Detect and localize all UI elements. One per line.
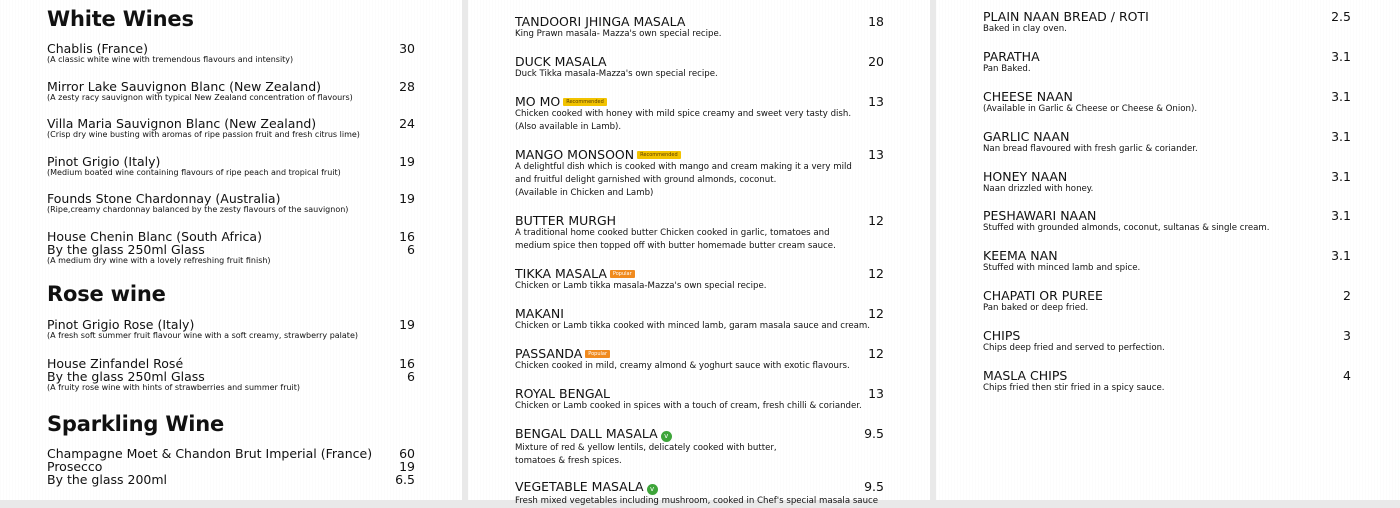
side-name: PESHAWARI NAAN [983, 208, 1097, 223]
wine-price: 30 [399, 41, 415, 56]
side-item [983, 369, 1164, 395]
side-price: 2.5 [1331, 9, 1351, 24]
side-price: 3.1 [1331, 248, 1351, 263]
side-name: HONEY NAAN [983, 169, 1068, 184]
dish-description: (Also available in Lamb). [515, 122, 622, 132]
side-name: GARLIC NAAN [983, 129, 1070, 144]
dish-name [515, 267, 766, 280]
dish-price: 13 [868, 386, 884, 401]
wine-description: (Medium boated wine containing flavours of ripe peach and tropical fruit) [47, 168, 341, 177]
dish-name-text: TIKKA MASALA [515, 266, 607, 281]
dish-name: ROYAL BENGAL [515, 386, 611, 401]
wine-name: Prosecco [47, 459, 103, 474]
side-name: CHIPS [983, 328, 1021, 343]
side-description: Naan drizzled with honey. [983, 184, 1094, 194]
dish-name [515, 427, 777, 442]
dish-item [515, 148, 852, 200]
wine-name: Pinot Grigio (Italy) [47, 154, 161, 169]
wine-name: House Chenin Blanc (South Africa) [47, 229, 262, 244]
side-price: 3.1 [1331, 89, 1351, 104]
wine-description: (Ripe,creamy chardonnay balanced by the zesty flavours of the sauvignon) [47, 205, 349, 214]
side-item [983, 209, 1270, 235]
side-item [983, 130, 1198, 156]
side-name: CHAPATI OR PUREE [983, 288, 1103, 303]
wine-item [47, 155, 341, 178]
wine-item [47, 117, 360, 140]
dish-name-text: MO MO [515, 94, 561, 109]
wine-price: 60 [399, 446, 415, 461]
wine-name: By the glass 200ml [47, 472, 168, 487]
side-price: 3 [1343, 328, 1351, 343]
side-description: Stuffed with minced lamb and spice. [983, 263, 1141, 273]
dish-name: BUTTER MURGH [515, 213, 617, 228]
vegetarian-icon: v [661, 431, 672, 442]
side-description: Stuffed with grounded almonds, coconut, sultanas & single cream. [983, 223, 1270, 233]
dish-price: 20 [868, 54, 884, 69]
dish-item [515, 387, 862, 413]
side-item [983, 170, 1093, 196]
breads-sides-menu-panel [936, 0, 1400, 500]
side-price: 3.1 [1331, 49, 1351, 64]
dish-item [515, 55, 718, 81]
dish-description: A delightful dish which is cooked with mango and cream making it a very mild [515, 162, 852, 172]
dish-description: Chicken cooked with honey with mild spice creamy and sweet very tasty dish. [515, 109, 852, 119]
dish-description: Fresh mixed vegetables including mushroom, cooked in Chef's special masala sauce [515, 496, 879, 506]
popular-badge: Popular [585, 350, 610, 358]
wine-item [47, 192, 348, 215]
wine-glass-price: 6 [407, 242, 415, 257]
recommended-badge: Recommended [637, 151, 681, 159]
dish-price: 12 [868, 346, 884, 361]
wine-description: (A fresh soft summer fruit flavour wine with a soft creamy, strawberry palate) [47, 331, 358, 340]
dish-description: A traditional home cooked butter Chicken cooked in garlic, tomatoes and [515, 228, 830, 238]
dish-item [515, 347, 850, 373]
dish-name [515, 148, 852, 161]
dish-description: Chicken cooked in mild, creamy almond & yoghurt sauce with exotic flavours. [515, 361, 850, 371]
dish-item [515, 15, 722, 41]
recommended-badge: Recommended [563, 98, 607, 106]
side-description: Chips fried then stir fried in a spicy sauce. [983, 383, 1165, 393]
wine-name: House Zinfandel Rosé [47, 356, 184, 371]
wine-description: (A zesty racy sauvignon with typical New Zealand concentration of flavours) [47, 93, 353, 102]
popular-badge: Popular [610, 270, 635, 278]
dish-price: 12 [868, 213, 884, 228]
wine-item [47, 357, 300, 393]
wine-price: 6.5 [395, 472, 415, 487]
side-item [983, 90, 1197, 116]
side-name: PLAIN NAAN BREAD / ROTI [983, 9, 1149, 24]
side-description: Pan baked or deep fried. [983, 303, 1089, 313]
side-item [983, 329, 1165, 355]
wine-description: (A fruity rose wine with hints of strawberries and summer fruit) [47, 383, 301, 392]
dish-name: MAKANI [515, 306, 564, 321]
wine-description: (A medium dry wine with a lovely refreshing fruit finish) [47, 256, 271, 265]
wine-name: Champagne Moet & Chandon Brut Imperial (France) [47, 446, 373, 461]
dish-price: 9.5 [864, 426, 884, 441]
side-description: Nan bread flavoured with fresh garlic & coriander. [983, 144, 1198, 154]
side-price: 3.1 [1331, 129, 1351, 144]
side-description: Pan Baked. [983, 64, 1031, 74]
wine-price: 16 [399, 356, 415, 371]
wine-price: 19 [399, 191, 415, 206]
dish-price: 12 [868, 306, 884, 321]
dish-name-text: PASSANDA [515, 346, 583, 361]
dish-description: Duck Tikka masala-Mazza's own special recipe. [515, 69, 718, 79]
dish-name-text: VEGETABLE MASALA [515, 479, 644, 494]
wine-price: 24 [399, 116, 415, 131]
dish-description: Chicken or Lamb cooked in spices with a touch of cream, fresh chilli & coriander. [515, 401, 862, 411]
vegetarian-icon: v [647, 484, 658, 495]
wine-name: Founds Stone Chardonnay (Australia) [47, 191, 281, 206]
section-heading-white-wines: White Wines [47, 7, 194, 31]
wine-item [47, 447, 372, 486]
wine-name: Pinot Grigio Rose (Italy) [47, 317, 195, 332]
dish-name-text: BENGAL DALL MASALA [515, 426, 658, 441]
dish-item [515, 427, 777, 468]
dish-description: Chicken or Lamb tikka cooked with minced lamb, garam masala sauce and cream. [515, 321, 871, 331]
side-item [983, 10, 1149, 36]
wine-description: (Crisp dry wine busting with aromas of ripe passion fruit and fresh citrus lime) [47, 130, 360, 139]
dish-description: Chicken or Lamb tikka masala-Mazza's own special recipe. [515, 281, 767, 291]
wine-name: Mirror Lake Sauvignon Blanc (New Zealand) [47, 79, 322, 94]
side-item [983, 249, 1140, 275]
side-description: Baked in clay oven. [983, 24, 1067, 34]
dish-item [515, 307, 870, 333]
wine-glass-price: 6 [407, 369, 415, 384]
dish-name-text: MANGO MONSOON [515, 147, 635, 162]
wine-glass-option: By the glass 250ml Glass [47, 369, 205, 384]
wine-menu-panel [0, 0, 462, 500]
section-heading-rose-wine: Rose wine [47, 282, 166, 306]
wine-price: 28 [399, 79, 415, 94]
dish-price: 12 [868, 266, 884, 281]
wine-item [47, 42, 293, 65]
wine-price: 19 [399, 459, 415, 474]
wine-description: (A classic white wine with tremendous flavours and intensity) [47, 55, 294, 64]
wine-name: Chablis (France) [47, 41, 148, 56]
dish-item [515, 214, 836, 253]
side-price: 4 [1343, 368, 1351, 383]
dish-name: DUCK MASALA [515, 54, 607, 69]
wine-item [47, 318, 358, 341]
section-heading-sparkling-wine: Sparkling Wine [47, 412, 225, 436]
dish-item [515, 95, 851, 134]
wine-item [47, 80, 353, 103]
side-price: 3.1 [1331, 169, 1351, 184]
dish-description: and fruitful delight garnished with ground almonds, coconut. [515, 175, 777, 185]
dish-price: 9.5 [864, 479, 884, 494]
dish-name [515, 347, 850, 360]
side-name: KEEMA NAN [983, 248, 1058, 263]
side-price: 2 [1343, 288, 1351, 303]
dish-description: King Prawn masala- Mazza's own special recipe. [515, 29, 722, 39]
wine-price: 19 [399, 317, 415, 332]
side-name: PARATHA [983, 49, 1040, 64]
side-price: 3.1 [1331, 208, 1351, 223]
dish-price: 18 [868, 14, 884, 29]
wine-item [47, 230, 271, 266]
wine-price: 19 [399, 154, 415, 169]
side-name: MASLA CHIPS [983, 368, 1068, 383]
wine-price: 16 [399, 229, 415, 244]
dish-description: tomatoes & fresh spices. [515, 456, 622, 466]
dish-item [515, 267, 766, 293]
side-name: CHEESE NAAN [983, 89, 1073, 104]
dish-description: medium spice then topped off with butter homemade butter cream sauce. [515, 241, 836, 251]
dish-name: TANDOORI JHINGA MASALA [515, 14, 686, 29]
mains-menu-panel [468, 0, 930, 506]
wine-name: Villa Maria Sauvignon Blanc (New Zealand) [47, 116, 317, 131]
side-item [983, 50, 1040, 76]
dish-description: (Available in Chicken and Lamb) [515, 188, 654, 198]
side-item [983, 289, 1103, 315]
dish-name [515, 95, 851, 108]
dish-price: 13 [868, 147, 884, 162]
wine-glass-option: By the glass 250ml Glass [47, 242, 205, 257]
dish-description: Mixture of red & yellow lentils, delicately cooked with butter, [515, 443, 777, 453]
side-description: Chips deep fried and served to perfection. [983, 343, 1165, 353]
dish-price: 13 [868, 94, 884, 109]
side-description: (Available in Garlic & Cheese or Cheese & Onion). [983, 104, 1198, 114]
